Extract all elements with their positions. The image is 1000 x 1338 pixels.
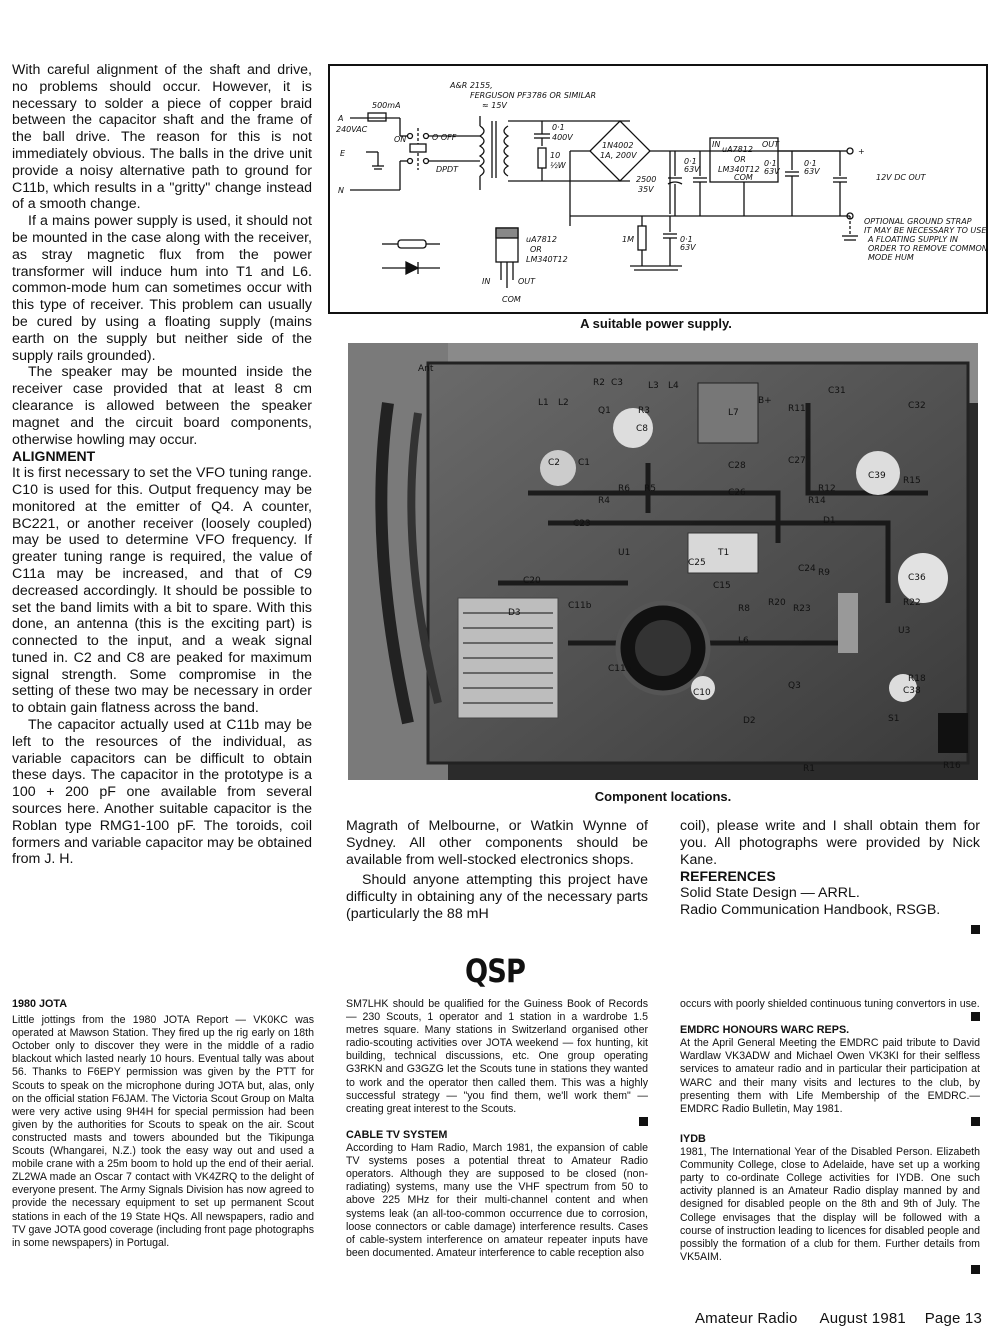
component-label: R11 [788,404,806,414]
paragraph: It is first necessary to set the VFO tuning range. C10 is used for this. Output frequency may be monitored at the emitter of Q4. A counter, BC221, or another receiver (loosely coupled) may be used to determine VFO frequency. If greater tuning range is required, the value of C11a may be increased, and that of C9 decreased accordingly. It should be possible to set the band limits with a bit to spare. With this done, an antenna (this is the exciting part) is connected to the input, and a weak signal tuned in. C2 and C8 are peaked for maximum signal strength. Some compromise in the setting of these two may be necessary in order to obtain gain flatness across the band. [12,465,312,717]
component-label: C24 [798,564,816,574]
label: 240VAC [336,125,368,134]
component-label: R22 [903,598,921,608]
qsp-heading-jota: 1980 JOTA [12,998,68,1010]
label: 1A, 200V [600,151,637,160]
component-label: T1 [718,548,730,558]
label: 63V [804,167,820,176]
component-label: Q1 [598,406,611,416]
component-label: B+ [758,396,772,406]
qsp-jota-text: Little jottings from the 1980 JOTA Report — VK0KC was operated at Mawson Station. They fired up the rig early on 18th October only to discover they were in the middle of a radio blackout which lasted nearly 10 hours. Eventual tally was about 56. Thanks to F6EPY permission was given by the PTT for Scouts to speak on the microphone during JOTA but, alas, only on the official station F6JAM. The Victoria Scout Group on Malta were very active using 9H4H for special permission had been given by the authorities for Scouts to speak on the air. Scout constructed masts and towers abounded but the Tikipunga Scouts (Whangarei, N.Z.) took the easy way out and used a mobile crane with a 25m boom to hold up the end of their aerial. ZL2WA made an Oscar 7 contact with VK4ZRQ to the delight of everyone present. The Army Signals Division has now agreed to provide the necessary equipment to set up permanent Scout stations in each of the 19 State HQs. All newspapers, radio and TV gave JOTA good coverage (including front page photographs in some newspapers) in Portugal. [12,1014,314,1249]
component-label: L2 [558,398,569,408]
label: IN [712,140,721,149]
label: A [338,114,344,123]
component-label: C3 [611,378,624,388]
label: OR [530,245,542,254]
component-label: C39 [868,471,886,481]
end-mark [639,1117,648,1126]
label: + [858,147,865,156]
label: LM340T12 [526,255,568,264]
label: uA7812 [526,235,557,244]
component-label: U1 [618,548,631,558]
component-label: R2 [593,378,605,388]
end-mark [971,1012,980,1021]
component-label: L1 [538,398,549,408]
schematic-caption: A suitable power supply. [580,316,732,331]
paragraph: Magrath of Melbourne, or Watkin Wynne of Sydney. All other components should be available from well-stocked electronics shops. [346,818,648,868]
label: 35V [638,185,654,194]
component-label: L7 [728,408,739,418]
component-label: L3 [648,381,659,391]
component-label: C38 [903,686,921,696]
label: 0·1 [804,159,817,168]
qsp-text: SM7LHK should be qualified for the Guiness Book of Records — 230 Scouts, 1 operator and 1 station in a wardrobe 1.5 metres square. Many stations in Switzerland organised other radio-scouting activities over JOTA weekend — fox hunting, kit building, technical discussions, etc. One group operating G3RKN and G3GZG let the Scouts tune in stations they wanted to work and the operator then called them. This was a highly successful strategy — "you find them, we'll work them" — creating great interest to the Scouts. [346,998,648,1115]
label: OR [734,155,746,164]
label: 0·1 [764,159,777,168]
component-label: Ant [418,364,434,374]
component-label: R20 [768,598,786,608]
component-label: L6 [738,636,749,646]
component-label: R9 [818,568,830,578]
component-label: C15 [713,581,731,591]
circuit-board-photo [348,343,978,780]
component-label: R12 [818,484,836,494]
label: 0·1 [680,235,693,244]
end-mark [971,925,980,934]
label: N [338,186,344,195]
middle-column [346,818,648,923]
label: 63V [680,243,696,252]
label: LM340T12 [718,165,760,174]
label: 1N4002 [602,141,634,150]
right-column [680,818,980,938]
label: DPDT [436,165,459,174]
reference-item: Radio Communication Handbook, RSGB. [680,901,941,918]
qsp-column-1 [12,998,314,1250]
component-label: C8 [636,424,649,434]
component-label: R5 [644,484,656,494]
qsp-cable-text: According to Ham Radio, March 1981, the expansion of cable TV systems poses a potential threat to Amateur Radio operators. Although they are supposed to be closed (non-radiating) systems, many use the VHF spectrum from 50 to above 225 MHz for their multi-channel content and when systems leak (an all-too-common occurrence due to corrosion, loose connectors or cable damage) interference results. Cases of cable-system interference on amateur repeater inputs have been documented. Amateur interference to cable reception also [346,1142,648,1259]
label: 10 [550,151,561,160]
component-label: R6 [618,484,630,494]
component-label: U3 [898,626,911,636]
paragraph: With careful alignment of the shaft and drive, no problems should occur. However, it is necessary to solder a piece of copper braid between the capacitor shaft and the frame of the ball drive. The reason for this is not immediately obvious. The balls in the drive unit provide a noisy alternative path to ground for C11b, which results in a "gritty" change instead of a smooth change. [12,62,312,213]
component-label: R3 [638,406,650,416]
component-label: D2 [743,716,756,726]
label: 12V DC OUT [876,173,926,182]
paragraph: Should anyone attempting this project have difficulty in obtaining any of the necessary parts (particularly the 88 mH [346,872,648,922]
label: 0·1 [684,157,697,166]
component-label: R8 [738,604,750,614]
end-mark [971,1265,980,1274]
component-label: C1 [578,458,591,468]
label: MODE HUM [868,253,914,262]
label: O OFF [432,133,457,142]
qsp-heading-emdrc: EMDRC HONOURS WARC REPS. [680,1024,850,1037]
qsp-iydb-text: 1981, The International Year of the Disabled Person. Elizabeth Community College, close to Adelaide, have set up a working party to co-ordinate College activities for IYDB. One such activity planned is an Amateur Radio display manned by and designed for disabled people on the 8th and 9th of July. The College envisages that the display will be followed with a course of instruction leading to licences for disabled people and possibly the formation of a club for them. Further details from VK5AIM. [680,1146,980,1263]
component-label: C23 [573,519,591,529]
component-label: R16 [943,761,961,771]
component-label: C36 [908,573,926,583]
component-photo [348,343,978,780]
paragraph: The capacitor actually used at C11b may be left to the resources of the individual, as variable capacitors can be difficult to obtain these days. The capacitor in the prototype is a 100 + 200 pF one available from several sources here. Another suitable capacitor is the Roblan type RMG1-100 pF. The toroids, coil formers and variable capacitor may be obtained from J. H. [12,717,312,868]
reference-item: Solid State Design — ARRL. [680,885,860,902]
component-label: R14 [808,496,826,506]
component-label: C20 [523,576,541,586]
label: IT MAY BE NECESSARY TO USE [864,226,986,235]
component-label: R4 [598,496,610,506]
qsp-title: QSP [464,952,526,990]
label: ON [394,135,407,144]
left-column [12,62,312,868]
component-label: S1 [888,714,900,724]
qsp-text: occurs with poorly shielded continuous tuning convertors in use. [680,998,980,1010]
label: COM [734,173,753,182]
component-label: C2 [548,458,561,468]
qsp-heading-cable: CABLE TV SYSTEM [346,1128,448,1141]
label: 63V [764,167,780,176]
component-label: C11b [568,601,592,611]
power-supply-schematic [328,64,988,314]
label: OUT [762,140,780,149]
component-label: C25 [688,558,706,568]
label: E [340,149,346,158]
component-label: L4 [668,381,679,391]
alignment-heading: ALIGNMENT [12,448,96,465]
label: 2500 [636,175,657,184]
label: FERGUSON PF3786 OR SIMILAR [470,91,597,100]
qsp-heading-iydb: IYDB [680,1132,706,1145]
label: ORDER TO REMOVE COMMON [868,244,986,253]
references-heading: REFERENCES [680,868,776,885]
component-label: C28 [728,461,746,471]
page-footer [695,1310,982,1327]
component-label: R15 [903,476,921,486]
component-label: C27 [788,456,806,466]
label: OPTIONAL GROUND STRAP [864,217,972,226]
page-number: Page 13 [924,1310,982,1327]
label: OUT [518,277,536,286]
label: 500mA [372,101,401,110]
label: IN [482,277,491,286]
schematic-drawing [330,66,986,312]
component-label: R18 [908,674,926,684]
component-label: C11a [608,664,632,674]
paragraph: The speaker may be mounted inside the receiver case provided that at least 8 cm clearance is allowed between the speaker magnet and the circuit board components, otherwise howling may occur. [12,364,312,448]
label: uA7812 [722,145,753,154]
component-label: Q3 [788,681,801,691]
component-label: C32 [908,401,926,411]
label: ≈ 15V [482,101,507,110]
component-label: R23 [793,604,811,614]
label: 400V [552,133,573,142]
photo-caption: Component locations. [594,789,732,804]
label: A FLOATING SUPPLY IN [868,235,959,244]
component-label: D1 [823,516,836,526]
component-label: D3 [508,608,521,618]
issue-date: August 1981 [819,1310,906,1327]
paragraph: coil), please write and I shall obtain them for you. All photographs were provided by Nick Kane. [680,818,980,868]
qsp-column-3 [680,998,980,1277]
label: 1M [622,235,634,244]
component-label: R1 [803,764,815,774]
magazine-name: Amateur Radio [694,1310,798,1327]
label: ½W [550,161,566,170]
label: 0·1 [552,123,565,132]
component-label: C10 [693,688,711,698]
end-mark [971,1117,980,1126]
label: COM [502,295,521,304]
label: 63V [684,165,700,174]
component-label: C26 [728,488,746,498]
qsp-emdrc-text: At the April General Meeting the EMDRC paid tribute to David Wardlaw VK3ADW and Michael Owen VK3KI for their selfless services to amateur radio and in particular their participation at WARC and their many visits and lectures to the club, by presenting them with Life Membership of the EMDRC.—EMDRC Radio Bulletin, May 1981. [680,1037,980,1115]
component-label: C31 [828,386,846,396]
qsp-column-2 [346,998,648,1260]
label: A&R 2155, [450,81,493,90]
paragraph: If a mains power supply is used, it should not be mounted in the case along with the receiver, as stray magnetic flux from the power transformer will induce hum into T1 and L6. common-mode hum can sometimes occur with this type of receiver. This problem can usually be cured by using a floating supply (mains earth on the supply but neither side of the supply rails grounded). [12,213,312,364]
